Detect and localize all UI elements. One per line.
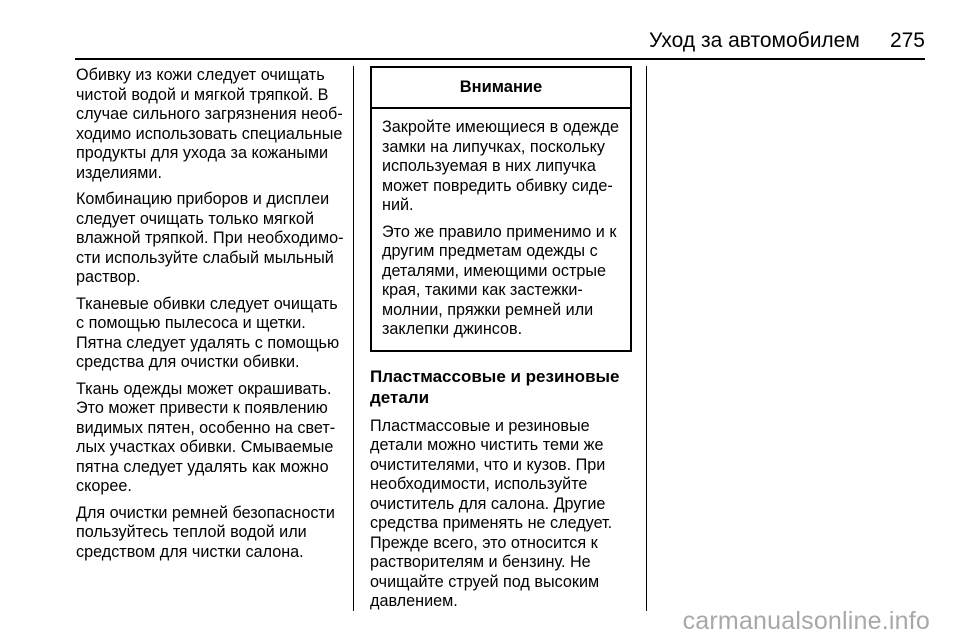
notice-body: [372, 109, 630, 350]
paragraph-clothing-dye: Ткань одежды может окрашивать. Это может привести к появлению видимых пятен, особенно на свет- лых участках обивки. Смываемые пятна следует удалять как можно скорее.: [76, 379, 336, 495]
notice-paragraph: Закройте имеющиеся в одежде замки на липучках, поскольку используемая в них липучка может повредить обивку сиде- ний.: [382, 118, 619, 214]
notice-paragraph: Это же правило применимо и к другим предметам одежды с деталями, имеющими острые края, такими как застежки- молнии, пряжки ремней или заклепки джинсов.: [382, 222, 617, 338]
paragraph-instrument-panel: Комбинацию приборов и дисплеи следует очищать только мягкой влажной тряпкой. При необходимо- сти используйте слабый мыльный раствор.: [76, 190, 344, 286]
paragraph-plastic-rubber: Пластмассовые и резиновые детали можно чистить теми же очистителями, что и кузов. При необходимости, используйте очиститель для салона. Другие средства применять не следует. Прежде всего, это относится к растворителям и бензину. Не очищайте струей под высоким давлением.: [370, 416, 613, 610]
left-column: [76, 66, 344, 569]
page-number: 275: [889, 29, 925, 52]
page-header: [75, 26, 925, 60]
page-title: Уход за автомобилем: [649, 29, 860, 52]
column-divider-left: [353, 66, 354, 611]
column-divider-right: [646, 66, 647, 611]
paragraph-leather: Обивку из кожи следует очищать чистой водой и мягкой тряпкой. В случае сильного загрязнения необ- ходимо использовать специальные продукты для ухода за кожаными изделиями.: [76, 66, 343, 182]
watermark: carmanualsonline.info: [682, 607, 930, 635]
paragraph-fabric-upholstery: Тканевые обивки следует очищать с помощью пылесоса и щетки. Пятна следует удалять с помощью средства для очистки обивки.: [76, 294, 340, 371]
middle-column: [370, 66, 632, 619]
paragraph-seat-belts: Для очистки ремней безопасности пользуйтесь теплой водой или средством для чистки салона.: [76, 503, 335, 561]
section-heading: Пластмассовые и резиновые детали: [370, 366, 620, 407]
notice-title: Внимание: [372, 68, 630, 109]
notice-box: [370, 66, 632, 352]
